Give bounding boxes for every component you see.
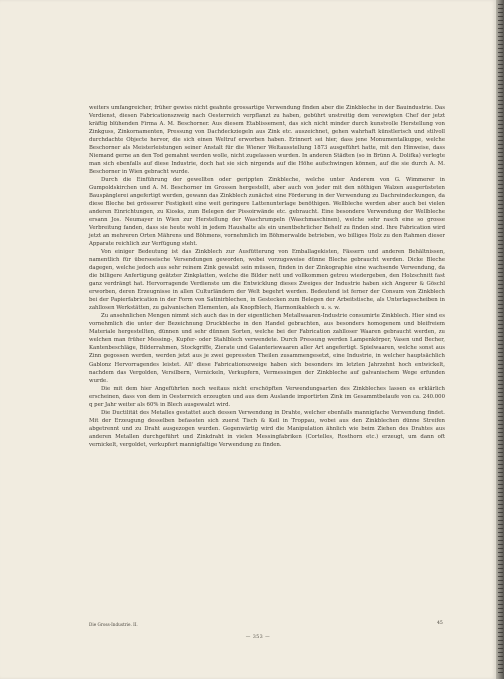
paragraph: Die Ductilität des Metalles gestattet auch dessen Verwendung in Drahte, welcher ebenfalls mannigfache Verwendung findet. Mit der Erzeugung desselben befassten sich zuerst Tisch & Keil in Troppau, wobei aus den Zinkblechen dünne Streifen abgetrennt und zu Draht ausgezogen wurden. Gegenwärtig wird die Manipulation ähnlich wie beim Ziehen des Drahtes aus anderen Metallen durchgeführt und Zinkdraht in vielen Messingfabriken (Cortelles, Rosthorn etc.) erzeugt, um dann oft vernickelt, vergoldet, verkupfert mannigfaltige Verwendung zu finden. [89,409,445,448]
signature-mark: Die Gross-Industrie. II. [89,622,138,627]
book-edge [496,0,504,679]
paragraph: Die mit dem hier Angeführten noch weitaus nicht erschöpften Verwendungsarten des Zinkbleches lassen es erklärlich erscheinen, dass von dem in Oesterreich erzeugten und aus dem Auslande importirten Zink im Gesammtbelaufe von ca. 240.000 q per Jahr weiter als 60% in Blech ausgewalzt wird. [89,385,445,408]
paragraph: Zu ansehnlichen Mengen nimmt sich auch das in der eigentlichen Metallwaaren-Industrie consumirte Zinkblech. Hier sind es vornehmlich die unter der Bezeichnung Druckbleche in den Handel gebrachten, aus besonders homogenem und bleifreiem Materiale hergestellten, dünnen und sehr dünnen Sorten, welche bei der Fabrication zahlloser Waaren gebraucht werden, zu welchen man früher Messing-, Kupfer- oder Stahlblech verwendete. Durch Pressung werden Lampenkörper, Vasen und Becher, Kantenbeschläge, Bilderrahmen, Stockgriffe, Zierate und Galanteriewaaren aller Art angefertigt. Spielwaaren, welche sonst aus Zinn gegossen werden, werden jetzt aus je zwei gepressten Theilen zusammengesetzt, eine Industrie, in welcher hauptsächlich Gablonz Hervorragendes leistet. All' diese Fabricationszweige haben sich besonders im letzten Jahrzehnt hoch entwickelt, nachdem das Vergolden, Versilbern, Vernickeln, Verkupfern, Vermessingen der Zinkbleche auf galvanischem Wege erfunden wurde. [89,313,445,384]
paragraph: Von einiger Bedeutung ist das Zinkblech zur Ausfütterung von Emballagekisten, Fässern und anderen Behältnissen, namentlich für überseeische Versendungen geworden, wobei vorzugsweise dünne Bleche gebraucht werden. Dicke Bleche dagegen, welche jedoch aus sehr reinem Zink gewalzt sein müssen, finden in der Zinkographie eine wachsende Verwendung, da die billigere Anfertigung geätzter Zinkplatten, welche die Bilder nett und vollkommen getreu wiedergeben, den Holzschnitt fast ganz verdrängt hat. Hervorragende Verdienste um die Entwicklung dieses Zweiges der Industrie haben sich Angerer & Göschl erworben, deren Erzeugnisse in allen Culturländern der Welt begehrt werden. Bedeutend ist ferner der Consum von Zinkblech bei der Papierfabrication in der Form von Satinirblechen, in Gestecken zum Belegen der Arbeitstische, als Unterlagsscheiben in zahllosen Werkstätten, zu galvanischen Elementen, als Knopfblech, Harmonikablech u. s. w. [89,249,445,312]
paragraph: Durch die Einführung der gewellten oder gerippten Zinkbleche, welche unter Anderem von G. Wimmerer in Gumpoldskirchen und A. M. Beschorner im Grossen hergestellt, aber auch von jeder mit den nöthigen Walzen ausgerüsteten Bauspänglerei angefertigt werden, gewann das Zinkblech zunächst eine Förderung in der Verwendung zu Dachreindeckungen, da diese Bleche bei grösserer Festigkeit eine weit geringere Lattenunterlage benöthigen. Wellbleche werden aber auch bei vielen anderen Einrichtungen, zu Kiosks, zum Belegen der Pissoirwände etc. gebraucht. Eine besondere Verwendung der Wellbleche ersann Jos. Neumayer in Wien zur Herstellung der Waschrumpeln (Waschmaschinen), welche sehr rasch eine so grosse Verbreitung fanden, dass sie heute wohl in jedem Haushalte als ein unentbehrlicher Behelf zu finden sind. Ihre Fabrication wird jetzt an mehreren Orten Mährens und Böhmens, vornehmlich im Böhmerwalde betrieben, wo billiges Holz zu den Rahmen dieser Apparate reichlich zur Verfügung steht. [89,177,445,248]
body-text [89,104,445,449]
page-number: — 353 — [245,635,271,640]
paragraph: weiters umfangreicher, früher gewiss nicht geahnte grossartige Verwendung finden aber die Zinkbleche in der Bauindustrie. Das Verdienst, diesen Fabricationszweig nach Oesterreich verpflanzt zu haben, gebührt unstreitig dem verewigten Chef der jetzt kräftig blühenden Firma A. M. Beschorner. Aus diesem Etablissement, das sich nicht minder durch kunstvolle Herstellung von Zinkguss, Zinkornamenten, Pressung von Dachdeckziegeln aus Zink etc. auszeichnet, gehen wahrhaft künstlerisch und stilvoll durchdachte Objecte hervor, die sich einen Weltruf erworben haben. Erinnert sei hier, dass jene Monumentalkuppe, welche Beschorner als Meisterleistungen seiner Anstalt für die Wiener Weltausstellung 1873 ausgeführt hatte, mit den Hinweise, dass Niemand gerne an den Tod gemahnt werden wolle, nicht zugelassen wurden. In anderen Städten (so in Brünn A. Dolifka) verlegte man sich ebenfalls auf diese Industrie, doch hat sie sich nirgends auf die Höhe aufschwingen können, auf die sie durch A. M. Beschorner in Wien gebracht wurde. [89,105,445,176]
page-edge-texture [498,4,503,674]
sheet-number: 45 [437,621,443,626]
